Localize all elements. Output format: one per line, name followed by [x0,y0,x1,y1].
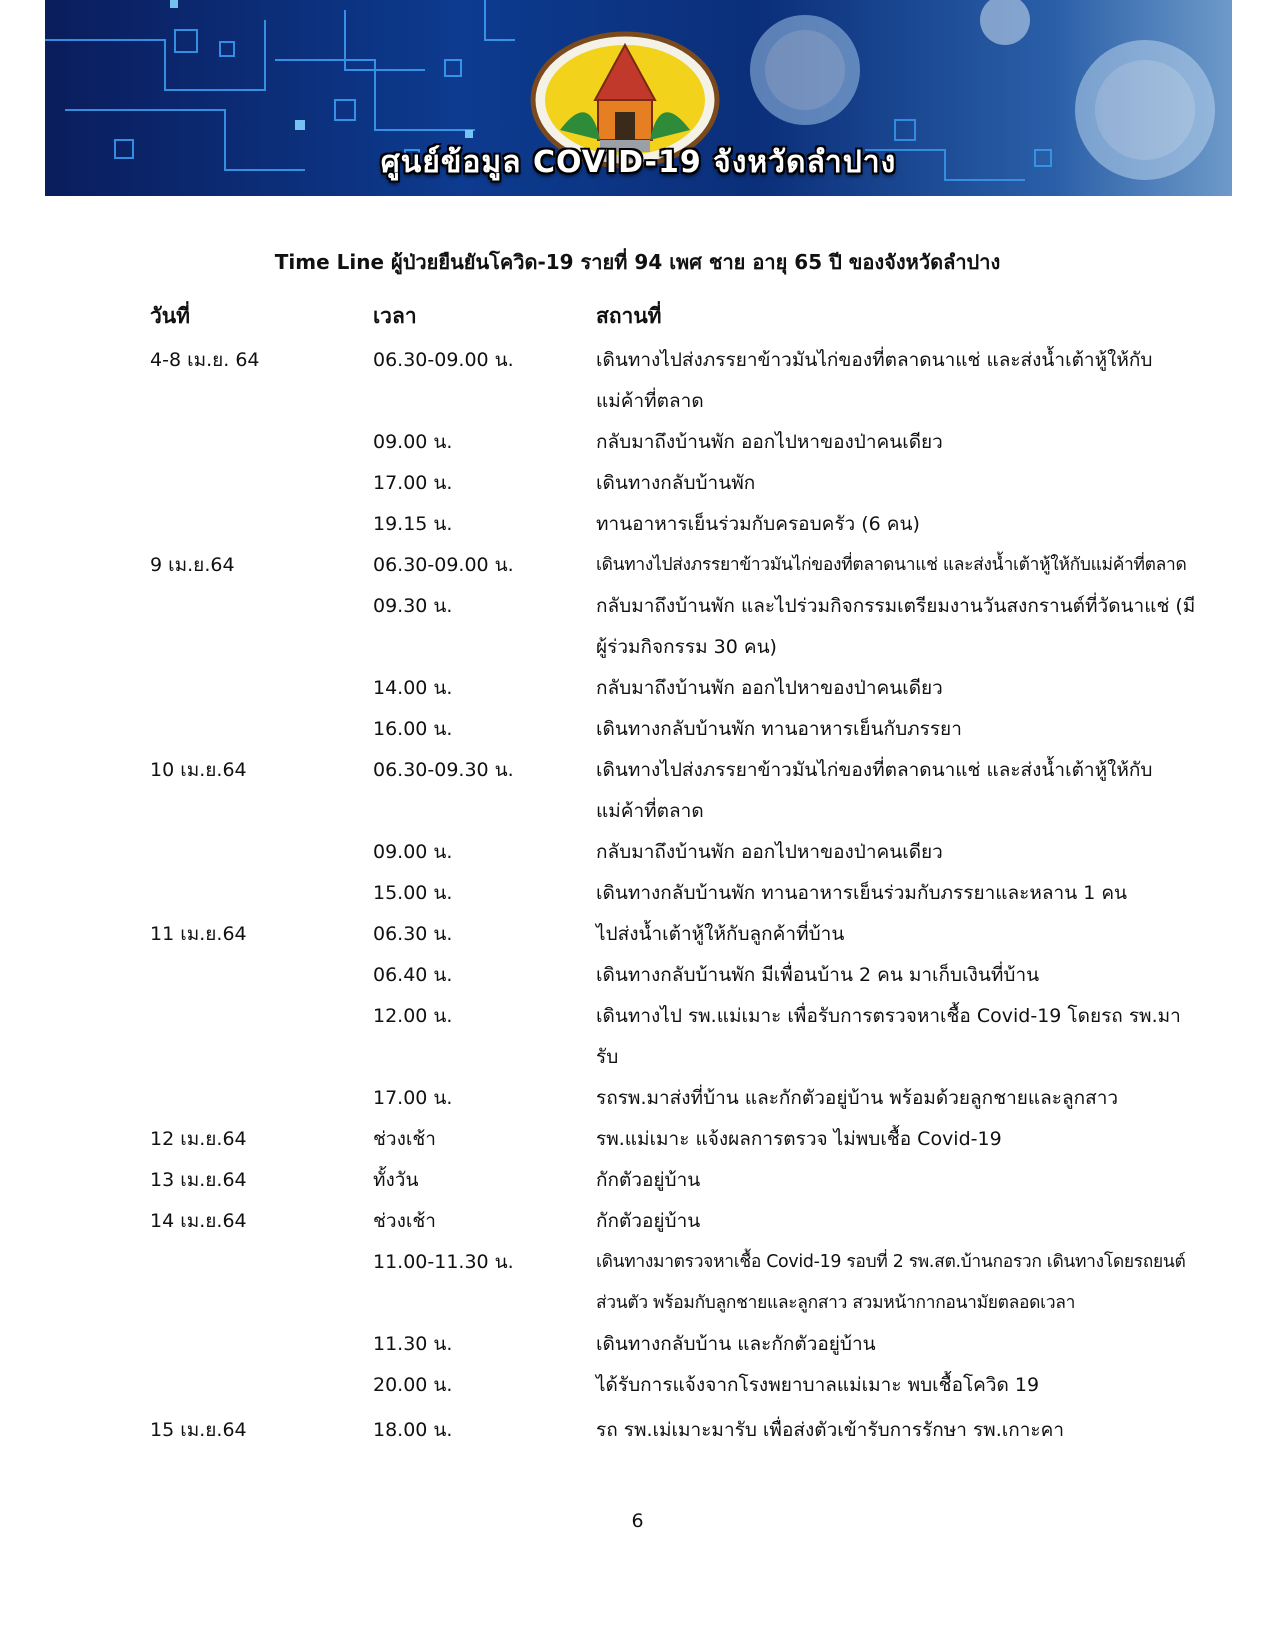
timeline-row [0,832,1275,873]
row-time: 06.40 น. [373,964,453,986]
row-time: 06.30 น. [373,923,453,945]
row-place: เดินทางไปส่งภรรยาข้าวมันไก่ของที่ตลาดนาแช่ และส่งน้ำเต้าหู้ให้กับแม่ค้าที่ตลาด [596,349,1153,412]
row-time: ช่วงเช้า [373,1128,436,1150]
timeline-row [0,463,1275,504]
row-time: 14.00 น. [373,677,453,699]
row-date: 10 เม.ย.64 [150,759,247,781]
row-place: รถรพ.มาส่งที่บ้าน และกักตัวอยู่บ้าน พร้อมด้วยลูกชายและลูกสาว [596,1087,1119,1109]
row-place: กลับมาถึงบ้านพัก ออกไปหาของป่าคนเดียว [596,677,943,699]
row-time: 16.00 น. [373,718,453,740]
row-date: 11 เม.ย.64 [150,923,247,945]
row-place: เดินทางไป รพ.แม่เมาะ เพื่อรับการตรวจหาเชื้อ Covid-19 โดยรถ รพ.มารับ [596,1005,1181,1068]
row-time: 09.00 น. [373,431,453,453]
timeline-table [0,340,1275,1451]
timeline-row [0,668,1275,709]
timeline-row [0,1324,1275,1365]
timeline-row [0,1365,1275,1406]
timeline-row [0,586,1275,668]
row-date: 4-8 เม.ย. 64 [150,349,260,371]
row-place: กักตัวอยู่บ้าน [596,1210,701,1232]
timeline-row [0,422,1275,463]
row-time: 20.00 น. [373,1374,453,1396]
row-time: 11.00-11.30 น. [373,1251,514,1273]
timeline-row [0,504,1275,545]
page-number: 6 [631,1510,644,1532]
header-banner [45,0,1232,196]
timeline-row [0,709,1275,750]
row-date: 9 เม.ย.64 [150,554,235,576]
header-date: วันที่ [150,304,190,328]
row-place: กลับมาถึงบ้านพัก และไปร่วมกิจกรรมเตรียมงานวันสงกรานต์ที่วัดนาแช่ (มีผู้ร่วมกิจกรรม 30 คน) [596,595,1196,658]
row-place: เดินทางไปส่งภรรยาข้าวมันไก่ของที่ตลาดนาแช่ และส่งน้ำเต้าหู้ให้กับแม่ค้าที่ตลาด [596,555,1187,575]
row-place: รถ รพ.เม่เมาะมารับ เพื่อส่งตัวเข้ารับการรักษา รพ.เกาะคา [596,1419,1064,1441]
row-place: เดินทางไปส่งภรรยาข้าวมันไก่ของที่ตลาดนาแช่ และส่งน้ำเต้าหู้ให้กับแม่ค้าที่ตลาด [596,759,1153,822]
row-time: 11.30 น. [373,1333,453,1355]
row-date: 14 เม.ย.64 [150,1210,247,1232]
row-place: ไปส่งน้ำเต้าหู้ให้กับลูกค้าที่บ้าน [596,923,845,945]
row-place: รพ.แม่เมาะ แจ้งผลการตรวจ ไม่พบเชื้อ Covid-19 [596,1128,1002,1150]
timeline-row [0,1078,1275,1119]
timeline-row [0,955,1275,996]
row-place: เดินทางกลับบ้าน และกักตัวอยู่บ้าน [596,1333,876,1355]
timeline-row [0,750,1275,832]
row-place: เดินทางกลับบ้านพัก ทานอาหารเย็นกับภรรยา [596,718,962,740]
banner-title: ศูนย์ข้อมูล COVID-19 จังหวัดลำปาง [380,145,897,180]
row-place: ทานอาหารเย็นร่วมกับครอบครัว (6 คน) [596,513,920,535]
timeline-row [0,1410,1275,1451]
row-time: 17.00 น. [373,1087,453,1109]
row-time: 12.00 น. [373,1005,453,1027]
row-place: กลับมาถึงบ้านพัก ออกไปหาของป่าคนเดียว [596,431,943,453]
row-place: เดินทางกลับบ้านพัก มีเพื่อนบ้าน 2 คน มาเก็บเงินที่บ้าน [596,964,1040,986]
row-place: กักตัวอยู่บ้าน [596,1169,701,1191]
timeline-row [0,545,1275,586]
row-time: 06.30-09.00 น. [373,554,514,576]
row-time: 19.15 น. [373,513,453,535]
timeline-row [0,914,1275,955]
timeline-row [0,1119,1275,1160]
row-time: 15.00 น. [373,882,453,904]
row-time: ทั้งวัน [373,1169,419,1191]
row-time: 06.30-09.30 น. [373,759,514,781]
row-time: 09.00 น. [373,841,453,863]
header-time: เวลา [373,304,417,328]
row-date: 13 เม.ย.64 [150,1169,247,1191]
timeline-row [0,340,1275,422]
row-date: 15 เม.ย.64 [150,1419,247,1441]
timeline-row [0,873,1275,914]
row-date: 12 เม.ย.64 [150,1128,247,1150]
row-time: ช่วงเช้า [373,1210,436,1232]
timeline-row [0,996,1275,1078]
timeline-row [0,1160,1275,1201]
row-time: 17.00 น. [373,472,453,494]
row-time: 09.30 น. [373,595,453,617]
row-place: กลับมาถึงบ้านพัก ออกไปหาของป่าคนเดียว [596,841,943,863]
row-time: 18.00 น. [373,1419,453,1441]
row-place: เดินทางมาตรวจหาเชื้อ Covid-19 รอบที่ 2 รพ.สต.บ้านกอรวก เดินทางโดยรถยนต์ส่วนตัว พร้อมกับลูกชายและลูกสาว สวมหน้ากากอนามัยตลอดเวลา [596,1252,1186,1313]
row-place: เดินทางกลับบ้านพัก [596,472,756,494]
header-place: สถานที่ [596,304,662,328]
row-place: ได้รับการแจ้งจากโรงพยาบาลแม่เมาะ พบเชื้อโควิด 19 [596,1374,1040,1396]
row-place: เดินทางกลับบ้านพัก ทานอาหารเย็นร่วมกับภรรยาและหลาน 1 คน [596,882,1128,904]
timeline-row [0,1201,1275,1242]
document-title: Time Line ผู้ป่วยยืนยันโควิด-19 รายที่ 94 เพศ ชาย อายุ 65 ปี ของจังหวัดลำปาง [274,250,1001,274]
row-time: 06.30-09.00 น. [373,349,514,371]
timeline-row [0,1242,1275,1324]
